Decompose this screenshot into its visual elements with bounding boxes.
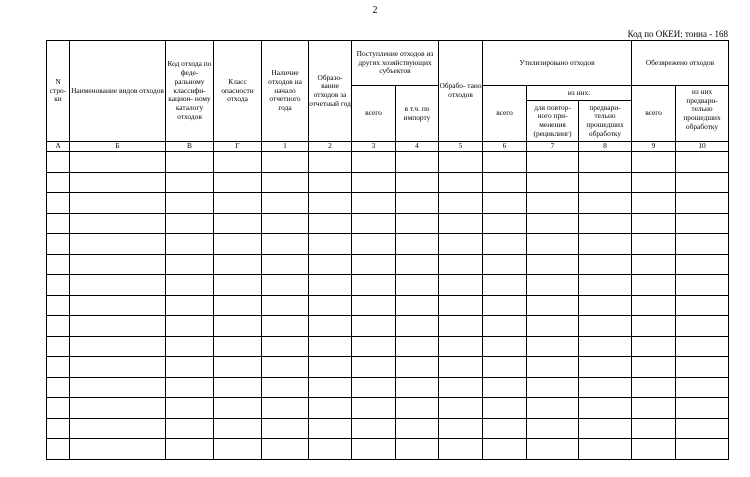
header-utilized: Утилизировано отходов xyxy=(483,41,632,86)
table-cell[interactable] xyxy=(352,316,396,337)
table-row xyxy=(47,213,729,234)
table-cell[interactable] xyxy=(166,439,214,460)
table-cell[interactable] xyxy=(396,234,439,255)
table-cell[interactable] xyxy=(352,275,396,296)
table-cell[interactable] xyxy=(166,213,214,234)
table-cell[interactable] xyxy=(352,439,396,460)
column-code: В xyxy=(166,142,214,152)
table-cell[interactable] xyxy=(70,377,166,398)
table-cell[interactable] xyxy=(214,398,262,419)
table-cell[interactable] xyxy=(70,275,166,296)
table-cell[interactable] xyxy=(70,295,166,316)
table-cell[interactable] xyxy=(309,398,352,419)
table-cell[interactable] xyxy=(579,398,632,419)
table-cell[interactable] xyxy=(47,213,70,234)
table-cell[interactable] xyxy=(309,254,352,275)
table-cell[interactable] xyxy=(262,439,309,460)
table-cell[interactable] xyxy=(396,398,439,419)
table-cell[interactable] xyxy=(676,234,729,255)
table-cell[interactable] xyxy=(439,357,483,378)
table-cell[interactable] xyxy=(166,357,214,378)
table-cell[interactable] xyxy=(676,172,729,193)
table-cell[interactable] xyxy=(352,418,396,439)
table-cell[interactable] xyxy=(214,213,262,234)
table-cell[interactable] xyxy=(579,234,632,255)
table-cell[interactable] xyxy=(396,152,439,173)
table-cell[interactable] xyxy=(309,193,352,214)
table-cell[interactable] xyxy=(676,336,729,357)
table-cell[interactable] xyxy=(396,193,439,214)
table-row xyxy=(47,295,729,316)
table-cell[interactable] xyxy=(47,398,70,419)
table-cell[interactable] xyxy=(352,213,396,234)
okei-code: Код по ОКЕИ: тонна - 168 xyxy=(627,29,728,39)
table-cell[interactable] xyxy=(579,254,632,275)
column-code: 3 xyxy=(352,142,396,152)
table-cell[interactable] xyxy=(439,398,483,419)
column-code: 10 xyxy=(676,142,729,152)
table-row xyxy=(47,152,729,173)
table-cell[interactable] xyxy=(262,357,309,378)
table-cell[interactable] xyxy=(70,234,166,255)
table-cell[interactable] xyxy=(262,172,309,193)
table-cell[interactable] xyxy=(396,336,439,357)
table-cell[interactable] xyxy=(632,418,676,439)
table-cell[interactable] xyxy=(47,172,70,193)
table-cell[interactable] xyxy=(579,193,632,214)
table-cell[interactable] xyxy=(309,377,352,398)
table-cell[interactable] xyxy=(483,398,527,419)
table-cell[interactable] xyxy=(214,172,262,193)
table-cell[interactable] xyxy=(262,254,309,275)
table-cell[interactable] xyxy=(632,357,676,378)
table-cell[interactable] xyxy=(352,377,396,398)
table-cell[interactable] xyxy=(483,193,527,214)
header-neutralized-total: всего xyxy=(632,86,676,142)
table-cell[interactable] xyxy=(527,357,579,378)
table-cell[interactable] xyxy=(439,193,483,214)
table-cell[interactable] xyxy=(262,295,309,316)
table-cell[interactable] xyxy=(439,275,483,296)
table-cell[interactable] xyxy=(483,254,527,275)
table-cell[interactable] xyxy=(352,234,396,255)
table-cell[interactable] xyxy=(166,336,214,357)
table-cell[interactable] xyxy=(527,172,579,193)
table-cell[interactable] xyxy=(579,316,632,337)
table-cell[interactable] xyxy=(47,193,70,214)
table-cell[interactable] xyxy=(47,316,70,337)
header-waste-name: Наименование видов отходов xyxy=(70,41,166,142)
table-cell[interactable] xyxy=(676,213,729,234)
table-cell[interactable] xyxy=(676,377,729,398)
table-cell[interactable] xyxy=(396,295,439,316)
table-cell[interactable] xyxy=(352,398,396,419)
table-cell[interactable] xyxy=(527,193,579,214)
table-cell[interactable] xyxy=(396,213,439,234)
table-cell[interactable] xyxy=(632,439,676,460)
column-code: А xyxy=(47,142,70,152)
table-cell[interactable] xyxy=(527,418,579,439)
column-code: 6 xyxy=(483,142,527,152)
table-cell[interactable] xyxy=(483,213,527,234)
table-cell[interactable] xyxy=(579,377,632,398)
table-cell[interactable] xyxy=(439,152,483,173)
table-cell[interactable] xyxy=(262,418,309,439)
table-cell[interactable] xyxy=(439,377,483,398)
table-cell[interactable] xyxy=(214,357,262,378)
table-cell[interactable] xyxy=(396,254,439,275)
table-cell[interactable] xyxy=(483,275,527,296)
table-cell[interactable] xyxy=(47,295,70,316)
table-cell[interactable] xyxy=(396,439,439,460)
column-code: 9 xyxy=(632,142,676,152)
table-cell[interactable] xyxy=(676,439,729,460)
column-code: 5 xyxy=(439,142,483,152)
table-cell[interactable] xyxy=(676,152,729,173)
header-received-total: всего xyxy=(352,86,396,142)
table-cell[interactable] xyxy=(214,336,262,357)
table-cell[interactable] xyxy=(166,152,214,173)
table-cell[interactable] xyxy=(527,336,579,357)
table-cell[interactable] xyxy=(214,234,262,255)
header-received: Поступление отходов из других хозяйствующих субъектов xyxy=(352,41,439,86)
table-cell[interactable] xyxy=(632,316,676,337)
table-row xyxy=(47,336,729,357)
table-cell[interactable] xyxy=(676,357,729,378)
table-cell[interactable] xyxy=(47,357,70,378)
table-cell[interactable] xyxy=(396,275,439,296)
table-cell[interactable] xyxy=(579,213,632,234)
table-cell[interactable] xyxy=(47,234,70,255)
table-cell[interactable] xyxy=(632,336,676,357)
table-cell[interactable] xyxy=(352,172,396,193)
table-cell[interactable] xyxy=(483,357,527,378)
table-row xyxy=(47,172,729,193)
table-cell[interactable] xyxy=(70,152,166,173)
table-cell[interactable] xyxy=(166,316,214,337)
table-cell[interactable] xyxy=(579,357,632,378)
table-cell[interactable] xyxy=(676,193,729,214)
table-cell[interactable] xyxy=(262,234,309,255)
table-cell[interactable] xyxy=(396,357,439,378)
table-cell[interactable] xyxy=(483,439,527,460)
table-cell[interactable] xyxy=(527,234,579,255)
table-cell[interactable] xyxy=(579,172,632,193)
table-cell[interactable] xyxy=(676,254,729,275)
table-cell[interactable] xyxy=(579,418,632,439)
header-received-import: в т.ч. по импорту xyxy=(396,86,439,142)
table-cell[interactable] xyxy=(214,193,262,214)
table-row xyxy=(47,439,729,460)
table-cell[interactable] xyxy=(632,213,676,234)
table-cell[interactable] xyxy=(439,172,483,193)
table-cell[interactable] xyxy=(262,213,309,234)
table-row xyxy=(47,234,729,255)
column-code: 8 xyxy=(579,142,632,152)
table-cell[interactable] xyxy=(632,172,676,193)
table-cell[interactable] xyxy=(214,418,262,439)
table-cell[interactable] xyxy=(262,193,309,214)
table-row xyxy=(47,193,729,214)
table-cell[interactable] xyxy=(262,316,309,337)
table-cell[interactable] xyxy=(352,357,396,378)
table-cell[interactable] xyxy=(214,316,262,337)
table-cell[interactable] xyxy=(439,418,483,439)
header-neutralized-pretreated: из них предвари- тельно прошедших обработку xyxy=(676,86,729,142)
table-cell[interactable] xyxy=(70,398,166,419)
table-cell[interactable] xyxy=(579,152,632,173)
table-cell[interactable] xyxy=(47,254,70,275)
table-cell[interactable] xyxy=(527,275,579,296)
header-utilized-total: всего xyxy=(483,86,527,142)
table-cell[interactable] xyxy=(47,418,70,439)
table-row xyxy=(47,275,729,296)
table-cell[interactable] xyxy=(47,336,70,357)
table-row xyxy=(47,357,729,378)
table-cell[interactable] xyxy=(483,316,527,337)
table-cell[interactable] xyxy=(214,439,262,460)
table-cell[interactable] xyxy=(439,316,483,337)
table-cell[interactable] xyxy=(70,418,166,439)
table-cell[interactable] xyxy=(439,336,483,357)
table-cell[interactable] xyxy=(676,418,729,439)
table-cell[interactable] xyxy=(166,377,214,398)
header-neutralized: Обезврежено отходов xyxy=(632,41,729,86)
table-cell[interactable] xyxy=(483,152,527,173)
column-code: 7 xyxy=(527,142,579,152)
table-cell[interactable] xyxy=(309,357,352,378)
table-cell[interactable] xyxy=(396,316,439,337)
column-code: 2 xyxy=(309,142,352,152)
column-codes-row xyxy=(47,142,729,152)
table-cell[interactable] xyxy=(47,439,70,460)
table-cell[interactable] xyxy=(396,172,439,193)
table-cell[interactable] xyxy=(439,439,483,460)
header-fkko-code: Код отхода по феде- ральному классифи- кацион- ному каталогу отходов xyxy=(166,41,214,142)
header-row-number: N стро- ки xyxy=(47,41,70,142)
table-cell[interactable] xyxy=(70,172,166,193)
page-number: 2 xyxy=(372,5,378,16)
table-cell[interactable] xyxy=(527,377,579,398)
table-row xyxy=(47,254,729,275)
table-cell[interactable] xyxy=(527,152,579,173)
table-cell[interactable] xyxy=(70,336,166,357)
table-cell[interactable] xyxy=(166,418,214,439)
table-cell[interactable] xyxy=(70,357,166,378)
header-hazard-class: Класс опасности отхода xyxy=(214,41,262,142)
table-row xyxy=(47,398,729,419)
table-cell[interactable] xyxy=(527,213,579,234)
table-cell[interactable] xyxy=(70,316,166,337)
table-row xyxy=(47,316,729,337)
table-cell[interactable] xyxy=(676,316,729,337)
table-cell[interactable] xyxy=(70,254,166,275)
table-cell[interactable] xyxy=(579,439,632,460)
header-utilized-pretreated: предвари- тельно прошедших обработку xyxy=(579,101,632,142)
table-cell[interactable] xyxy=(483,295,527,316)
waste-report-table xyxy=(46,40,729,460)
table-cell[interactable] xyxy=(632,152,676,173)
table-cell[interactable] xyxy=(309,316,352,337)
table-cell[interactable] xyxy=(262,152,309,173)
table-cell[interactable] xyxy=(632,275,676,296)
table-cell[interactable] xyxy=(70,213,166,234)
table-cell[interactable] xyxy=(483,172,527,193)
table-cell[interactable] xyxy=(352,152,396,173)
table-cell[interactable] xyxy=(309,234,352,255)
table-cell[interactable] xyxy=(579,295,632,316)
table-cell[interactable] xyxy=(439,234,483,255)
table-cell[interactable] xyxy=(676,295,729,316)
table-cell[interactable] xyxy=(166,295,214,316)
table-cell[interactable] xyxy=(579,336,632,357)
table-cell[interactable] xyxy=(70,193,166,214)
table-cell[interactable] xyxy=(309,172,352,193)
table-cell[interactable] xyxy=(352,193,396,214)
column-code: 4 xyxy=(396,142,439,152)
table-cell[interactable] xyxy=(632,398,676,419)
table-row xyxy=(47,377,729,398)
column-code: Б xyxy=(70,142,166,152)
table-cell[interactable] xyxy=(439,295,483,316)
table-cell[interactable] xyxy=(676,275,729,296)
table-cell[interactable] xyxy=(214,377,262,398)
table-cell[interactable] xyxy=(632,295,676,316)
table-cell[interactable] xyxy=(166,193,214,214)
table-cell[interactable] xyxy=(309,275,352,296)
table-cell[interactable] xyxy=(483,336,527,357)
table-cell[interactable] xyxy=(527,398,579,419)
header-processed: Обрабо- тано отходов xyxy=(439,41,483,142)
table-cell[interactable] xyxy=(352,336,396,357)
table-cell[interactable] xyxy=(47,275,70,296)
table-cell[interactable] xyxy=(483,234,527,255)
header-utilized-reuse: для повтор- ного при- менения (рециклинг) xyxy=(527,101,579,142)
table-cell[interactable] xyxy=(632,254,676,275)
table-cell[interactable] xyxy=(166,254,214,275)
table-cell[interactable] xyxy=(262,275,309,296)
table-cell[interactable] xyxy=(676,398,729,419)
table-cell[interactable] xyxy=(166,172,214,193)
table-cell[interactable] xyxy=(166,234,214,255)
table-cell[interactable] xyxy=(352,254,396,275)
table-cell[interactable] xyxy=(439,213,483,234)
table-cell[interactable] xyxy=(309,439,352,460)
table-cell[interactable] xyxy=(214,295,262,316)
table-cell[interactable] xyxy=(309,295,352,316)
table-cell[interactable] xyxy=(47,152,70,173)
header-utilized-of-which: из них: xyxy=(527,86,632,101)
header-generated: Образо- вание отходов за отчетный год xyxy=(309,41,352,142)
table-cell[interactable] xyxy=(309,213,352,234)
table-cell[interactable] xyxy=(632,193,676,214)
table-cell[interactable] xyxy=(632,234,676,255)
table-cell[interactable] xyxy=(352,295,396,316)
table-cell[interactable] xyxy=(527,439,579,460)
table-cell[interactable] xyxy=(483,377,527,398)
table-cell[interactable] xyxy=(527,254,579,275)
table-cell[interactable] xyxy=(262,336,309,357)
table-cell[interactable] xyxy=(309,152,352,173)
table-cell[interactable] xyxy=(262,398,309,419)
table-cell[interactable] xyxy=(527,295,579,316)
column-code: 1 xyxy=(262,142,309,152)
table-cell[interactable] xyxy=(579,275,632,296)
table-cell[interactable] xyxy=(262,377,309,398)
header-at-start: Наличие отходов на начало отчетного года xyxy=(262,41,309,142)
table-cell[interactable] xyxy=(166,275,214,296)
table-cell[interactable] xyxy=(47,377,70,398)
table-cell[interactable] xyxy=(439,254,483,275)
table-cell[interactable] xyxy=(527,316,579,337)
table-cell[interactable] xyxy=(214,254,262,275)
table-cell[interactable] xyxy=(214,275,262,296)
table-cell[interactable] xyxy=(70,439,166,460)
table-cell[interactable] xyxy=(632,377,676,398)
table-cell[interactable] xyxy=(396,377,439,398)
table-cell[interactable] xyxy=(309,336,352,357)
table-cell[interactable] xyxy=(396,418,439,439)
table-cell[interactable] xyxy=(166,398,214,419)
table-cell[interactable] xyxy=(214,152,262,173)
column-code: Г xyxy=(214,142,262,152)
table-row xyxy=(47,418,729,439)
table-cell[interactable] xyxy=(309,418,352,439)
table-cell[interactable] xyxy=(483,418,527,439)
